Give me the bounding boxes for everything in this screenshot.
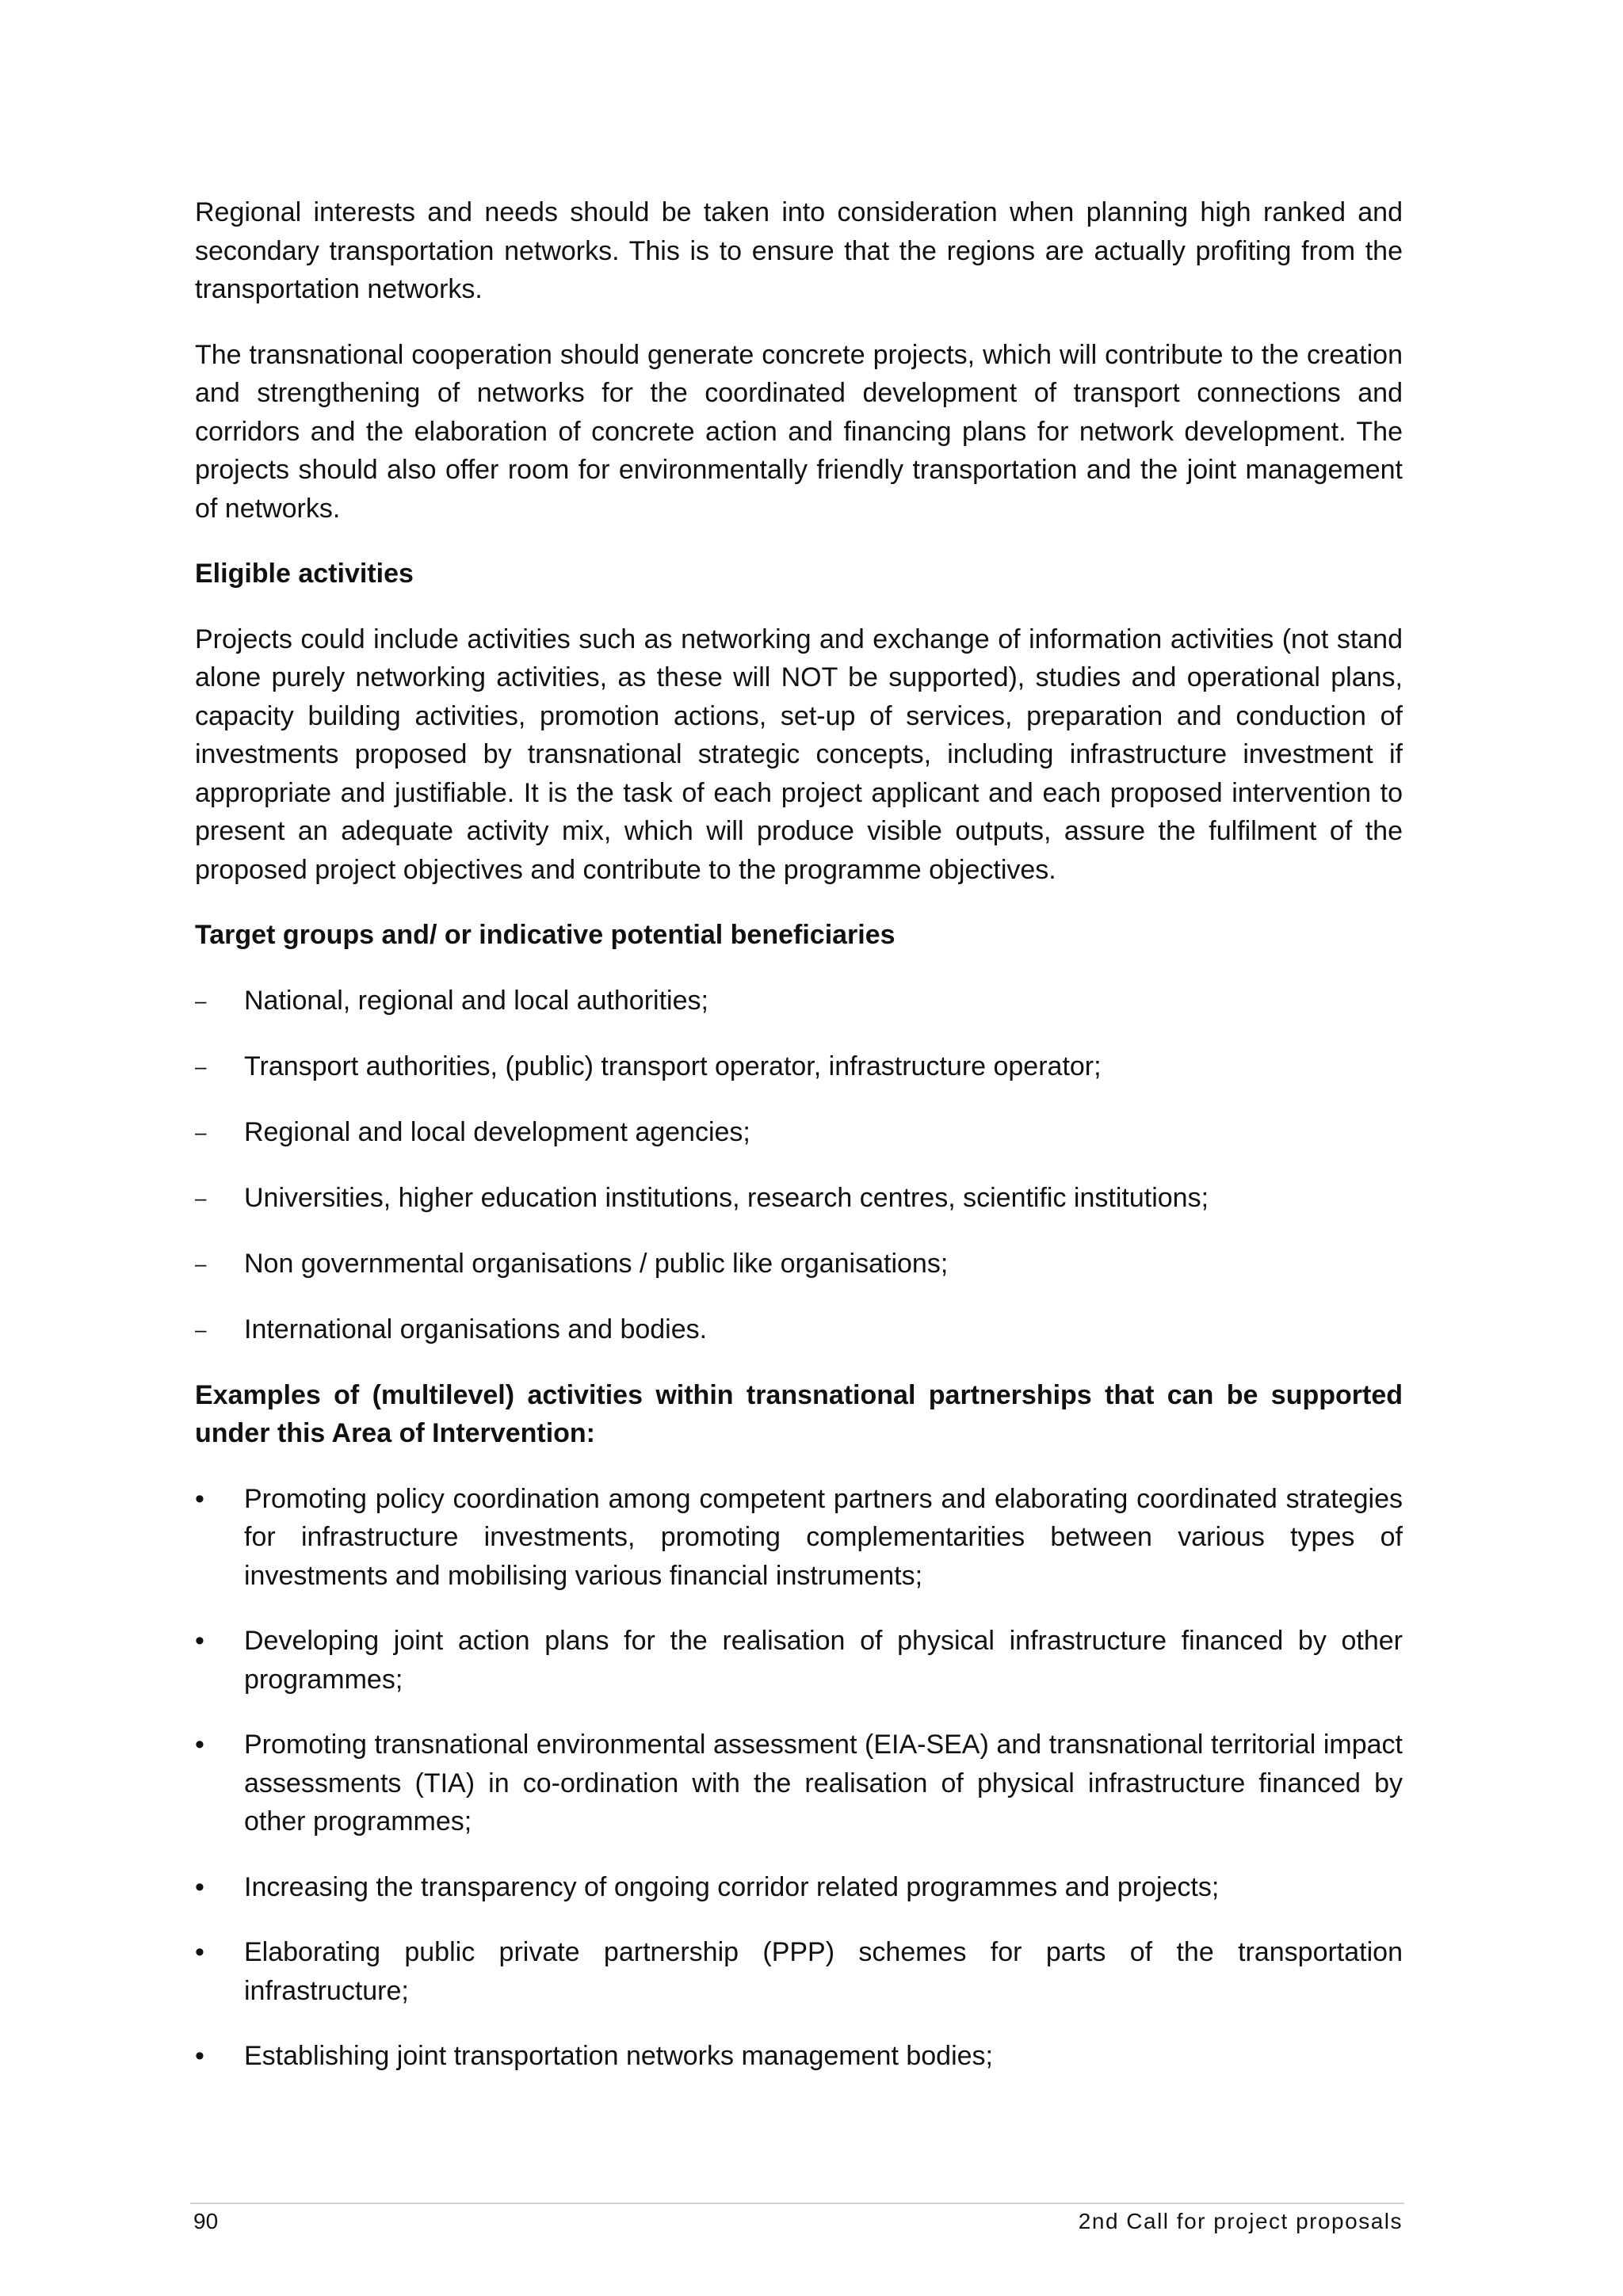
list-item bbox=[195, 1310, 1403, 1349]
dash-marker: – bbox=[195, 1054, 207, 1078]
footer-divider bbox=[190, 2203, 1404, 2204]
list-item-text: Developing joint action plans for the realisation of physical infrastructure financed by other programmes; bbox=[244, 1626, 1403, 1695]
bullet-marker: • bbox=[195, 1937, 204, 1967]
list-item bbox=[195, 1179, 1403, 1218]
heading-examples: Examples of (multilevel) activities within transnational partnerships that can be supported under this Area of Intervention: bbox=[195, 1379, 1403, 1448]
examples-list bbox=[195, 1480, 1403, 2076]
list-item bbox=[195, 1933, 1403, 2010]
dash-marker: – bbox=[195, 1185, 207, 1210]
page-number: 90 bbox=[193, 2209, 219, 2233]
target-groups-list bbox=[195, 982, 1403, 1349]
list-item bbox=[195, 982, 1403, 1020]
bullet-marker: • bbox=[195, 1626, 204, 1656]
heading-eligible-activities: Eligible activities bbox=[195, 559, 414, 589]
list-item bbox=[195, 1113, 1403, 1152]
dash-marker: – bbox=[195, 988, 207, 1013]
list-item-text: Transport authorities, (public) transport operator, infrastructure operator; bbox=[244, 1051, 1102, 1081]
list-item-text: Elaborating public private partnership (PPP) schemes for parts of the transportation infrastructure; bbox=[244, 1937, 1403, 2006]
list-item-text: International organisations and bodies. bbox=[244, 1314, 708, 1344]
dash-marker: – bbox=[195, 1251, 207, 1276]
heading-target-groups: Target groups and/ or indicative potential beneficiaries bbox=[195, 920, 896, 950]
bullet-marker: • bbox=[195, 1871, 204, 1902]
list-item-text: Promoting transnational environmental assessment (EIA-SEA) and transnational territorial impact assessments (TIA) in co-ordination with the realisation of physical infrastructure financed by other programmes; bbox=[244, 1730, 1403, 1836]
list-item bbox=[195, 1245, 1403, 1283]
list-item bbox=[195, 2037, 1403, 2076]
list-item bbox=[195, 1047, 1403, 1086]
bullet-marker: • bbox=[195, 2041, 204, 2071]
list-item bbox=[195, 1726, 1403, 1841]
list-item-text: Promoting policy coordination among competent partners and elaborating coordinated strategies for infrastructure investments, promoting complementarities between various types of investments and mobilising various financial instruments; bbox=[244, 1483, 1403, 1591]
paragraph-transnational-cooperation: The transnational cooperation should generate concrete projects, which will contribute to the creation and strengthening of networks for the coordinated development of transport connections and corridors and the elaboration of concrete action and financing plans for network development. The projects should also offer room for environmentally friendly transportation and the joint management of networks. bbox=[195, 339, 1403, 524]
paragraph-regional-interests: Regional interests and needs should be taken into consideration when planning high ranked and secondary transportation networks. This is to ensure that the regions are actually profiting from the transportation networks. bbox=[195, 197, 1403, 304]
list-item-text: Non governmental organisations / public like organisations; bbox=[244, 1248, 949, 1279]
footer-title: 2nd Call for project proposals bbox=[1078, 2209, 1403, 2233]
list-item-text: National, regional and local authorities; bbox=[244, 985, 708, 1016]
document-body bbox=[195, 193, 1403, 2103]
list-item bbox=[195, 1868, 1403, 1907]
dash-marker: – bbox=[195, 1317, 207, 1341]
bullet-marker: • bbox=[195, 1483, 204, 1514]
dash-marker: – bbox=[195, 1119, 207, 1144]
list-item bbox=[195, 1622, 1403, 1699]
list-item-text: Increasing the transparency of ongoing corridor related programmes and projects; bbox=[244, 1871, 1220, 1902]
list-item-text: Establishing joint transportation networks management bodies; bbox=[244, 2041, 993, 2071]
list-item-text: Regional and local development agencies; bbox=[244, 1116, 750, 1147]
list-item-text: Universities, higher education institutions, research centres, scientific institutions; bbox=[244, 1182, 1209, 1213]
paragraph-eligible-activities: Projects could include activities such as networking and exchange of information activities (not stand alone purely networking activities, as these will NOT be supported), studies and operational plans, capacity building activities, promotion actions, set-up of services, preparation and conduction of investments proposed by transnational strategic concepts, including infrastructure investment if appropriate and justifiable. It is the task of each project applicant and each proposed intervention to present an adequate activity mix, which will produce visible outputs, assure the fulfilment of the proposed project objectives and contribute to the programme objectives. bbox=[195, 624, 1403, 885]
bullet-marker: • bbox=[195, 1730, 204, 1760]
list-item bbox=[195, 1480, 1403, 1596]
